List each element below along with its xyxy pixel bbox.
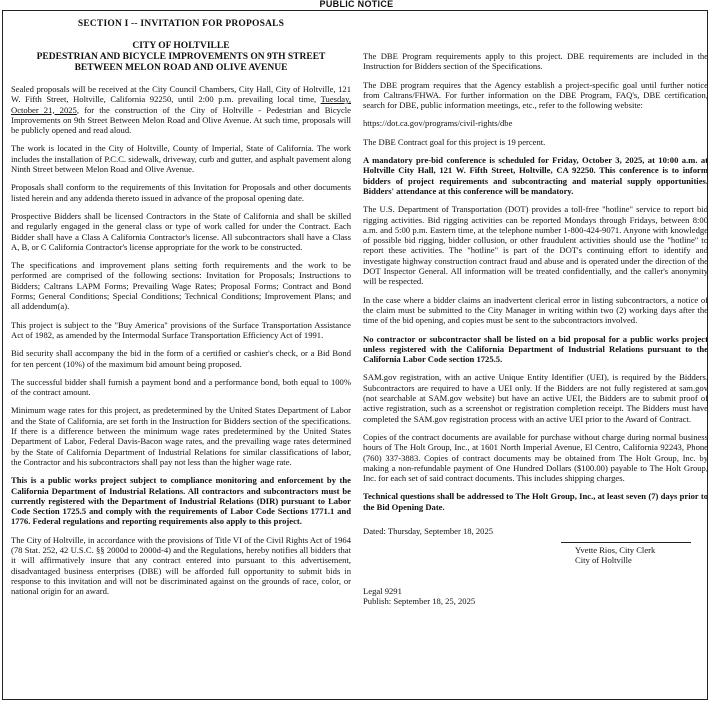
paragraph-bid-security: Bid security shall accompany the bid in the form of a certified or cashier's check, or a Bid Bond for ten percent (10%) of the maximum bid amount being proposed.: [11, 348, 351, 369]
signature-block: [363, 542, 708, 586]
paragraph-wage-rates: Minimum wage rates for this project, as predetermined by the United States Department of Labor and the State of California, are set forth in the Instruction for Bidders section of the specifications. If there is a difference between the minimum wage rates predetermined by the United States Department of Labor, Federal Davis-Bacon wage rates, and the prevailing wage rates determined by the State of California Department of Industrial Relations for similar classifications of labor, the Contractor and his subcontractors shall pay not less than the higher wage rate.: [11, 405, 351, 467]
title-line-1: CITY OF HOLTVILLE: [132, 41, 230, 51]
title-line-2: PEDESTRIAN AND BICYCLE IMPROVEMENTS ON 9TH STREET: [36, 52, 326, 62]
paragraph-prebid-conference: A mandatory pre-bid conference is scheduled for Friday, October 3, 2025, at 10:00 a.m. at Holtville City Hall, 121 W. Fifth Street, Holtville, CA 92250. This conference is to inform bidders of project requirements and subcontracting and material supply opportunities. Bidders' attendance at this conference will be mandatory.: [363, 155, 708, 196]
signature-text: [575, 545, 655, 566]
paragraph-dbe-requirements: The DBE Program requirements apply to this project. DBE requirements are included in the Instruction for Bidders section of the Specifications.: [363, 51, 708, 72]
paragraph-buy-america: This project is subject to the "Buy America" provisions of the Surface Transportation Assistance Act of 1982, as amended by the Intermodal Surface Transportation Efficiency Act of 1991.: [11, 319, 351, 340]
paragraph-dir-registration: No contractor or subcontractor shall be listed on a bid proposal for a public works project unless registered with the California Department of Industrial Relations pursuant to the California Labor Code section 1725.5.: [363, 333, 708, 365]
paragraph-specifications: The specifications and improvement plans setting forth requirements and the work to be performed are comprised of the following sections: Invitation for Proposals; Instructions to Bidders; Caltrans LAPM Forms; Prevailing Wage Rates; Proposal Forms; Contract and Bond Forms; General Conditions; Special Conditions; Technical Conditions; Improvement Plans; and all addendum(a).: [11, 260, 351, 312]
title-line-3: BETWEEN MELON ROAD AND OLIVE AVENUE: [74, 63, 288, 73]
paragraph-clerical-error: In the case where a bidder claims an inadvertent clerical error in listing subcontractors, a notice of the claim must be submitted to the City Manager in writing within two (2) working days after the time of the bid opening, and copies must be sent to the subcontractors involved.: [363, 294, 708, 326]
public-notice-banner: PUBLIC NOTICE: [319, 0, 394, 9]
signer-name: Yvette Rios, City Clerk: [575, 544, 656, 555]
dbe-website-url: https://dot.ca.gov/programs/civil-rights/dbe: [363, 118, 513, 129]
section-heading: SECTION I -- INVITATION FOR PROPOSALS: [77, 19, 285, 29]
bid-opening-date: Tuesday, October 21, 2025: [11, 94, 351, 115]
paragraph-licensing: Prospective Bidders shall be licensed Contractors in the State of California and shall be skilled and regularly engaged in the general class or type of work called for under the Contract. Each Bidder shall have a Class A California Contractor's license. All subcontractors shall have a Class A, B, or C California Contractor's license appropriate for the work to be constructed.: [11, 210, 351, 252]
signature-rule: [561, 542, 691, 543]
publish-dates: Publish: September 18, 25, 2025: [363, 596, 476, 607]
paragraph-contract-documents: Copies of the contract documents are available for purchase without charge during normal business hours of The Holt Group, Inc., at 1601 North Imperial Avenue, El Centro, California 92243, Phone (760) 337-3883. Copies of contract documents may be obtained from The Holt Group, Inc. by making a non-refundable payment of One Hundred Dollars ($100.00) payable to The Holt Group, Inc. for each set of said contract documents. This includes shipping charges.: [363, 431, 708, 484]
signer-organization: City of Holtville: [575, 555, 632, 566]
dated-line: Dated: Thursday, September 18, 2025: [363, 525, 494, 536]
paragraph-sealed-proposals: [11, 84, 351, 135]
p1-text-b: , for the construction of the City of Holtville - Pedestrian and Bicycle Improvements on 9th Street Between Melon Road and Olive Avenue. At such time, proposals will be publicly opened and read aloud.: [11, 104, 351, 136]
p1-text-a: Sealed proposals will be received at the City Council Chambers, City Hall, City of Holtville, 121 W. Fifth Street, Holtville, California 92250, until 2:00 p.m. prevailing local time,: [11, 84, 351, 105]
left-column: [11, 19, 351, 604]
paragraph-dbe-goal: The DBE Contract goal for this project is 19 percent.: [363, 136, 546, 147]
right-column: [363, 51, 708, 607]
paragraph-dbe-program: The DBE program requires that the Agency establish a project-specific goal until further notice from Caltrans/FHWA. For further information on the DBE Program, FAQ's, DBE certification, search for DBE, public information meetings, etc., refer to the following website:: [363, 79, 708, 111]
legal-number: Legal 9291: [363, 585, 402, 596]
paragraph-technical-questions: Technical questions shall be addressed to The Holt Group, Inc., at least seven (7) days prior to the Bid Opening Date.: [363, 491, 708, 512]
paragraph-work-location: The work is located in the City of Holtville, County of Imperial, State of California. The work includes the installation of P.C.C. sidewalk, driveway, curb and gutter, and asphalt pavement along Ninth Street between Melon Road and Olive Avenue.: [11, 143, 351, 175]
paragraph-dot-hotline: The U.S. Department of Transportation (DOT) provides a toll-free "hotline" service to report bid rigging activities. Bid rigging activities can be reported Mondays through Fridays, between 8:00 a.m. and 5:00 p.m. Eastern time, at the telephone number 1-800-424-9071. Anyone with knowledge of possible bid rigging, bidder collusion, or other fraudulent activities should use the "hotline" to report these activities. The "hotline" is part of the DOT's continuing effort to identify and investigate highway construction contract fraud and abuse and is operated under the direction of the DOT Inspector General. All information will be treated confidentially, and the caller's anonymity will be respected.: [363, 204, 708, 287]
legal-info: [363, 586, 708, 607]
notice-frame: [2, 10, 708, 700]
paragraph-bonds: The successful bidder shall furnish a payment bond and a performance bond, both equal to 100% of the contract amount.: [11, 376, 351, 398]
paragraph-title-vi: The City of Holtville, in accordance with the provisions of Title VI of the Civil Rights Act of 1964 (78 Stat. 252, 42 U.S.C. §§ 2000d to 2000d-4) and the Regulations, hereby notifies all bidders that it will affirmatively insure that any contract entered into pursuant to this advertisement, disadvantaged business enterprises (DBE) will be afforded full opportunity to submit bids in response to this invitation and will not be discriminated against on the grounds of race, color, or national origin for an award.: [11, 534, 351, 597]
paragraph-sam-registration: SAM.gov registration, with an active Unique Entity Identifier (UEI), is required by the Bidders. Subcontractors are required to have a UEI only. If the Bidders are not fully registered at sam.gov (not searchable at SAM.gov website) but have an active UEI, the Bidders are to submit proof of active registration, such as a screenshot or registration completion receipt. The Bidders must have completed the SAM.gov registration process with an active UEI prior to the Award of Contract.: [363, 372, 708, 424]
project-title: [11, 41, 351, 74]
paragraph-public-works: This is a public works project subject to compliance monitoring and enforcement by the California Department of Industrial Relations. All contractors and subcontractors must be currently registered with the Department of Industrial Relations (DIR) pursuant to Labor Code Section 1725.5 and comply with the requirements of Labor Code Sections 1771.1 and 1776. Federal regulations and reporting requirements also apply to this project.: [11, 475, 351, 527]
paragraph-proposals-conform: Proposals shall conform to the requirements of this Invitation for Proposals and other documents listed herein and any addenda thereto issued in advance of the proposal opening date.: [11, 182, 351, 203]
